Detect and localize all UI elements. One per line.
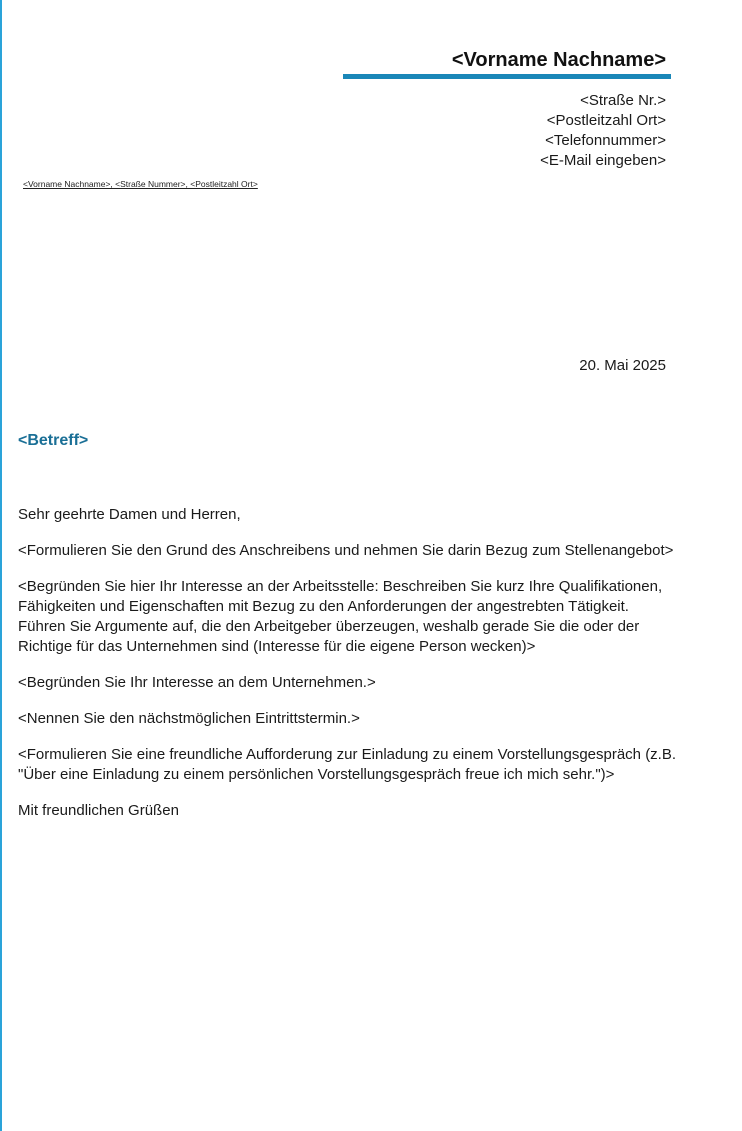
sender-postal-city[interactable]: <Postleitzahl Ort>	[546, 112, 666, 129]
paragraph-qualifications[interactable]: <Begründen Sie hier Ihr Interesse an der Arbeitsstelle: Beschreiben Sie kurz Ihre Qualifikationen, Fähigkeiten und Eigenschaften mit Bezug zu den Anforderungen der angestrebten Tätigkeit. Führen Sie Argumente auf, die den Arbeitgeber überzeugen, weshalb gerade Sie die oder der Richtige für das Unternehmen sind (Interesse für die eigene Person wecken)>	[18, 578, 663, 655]
letter-body	[18, 505, 678, 837]
paragraph-start-date[interactable]: <Nennen Sie den nächstmöglichen Eintrittstermin.>	[18, 710, 360, 727]
left-margin-rule	[0, 0, 2, 1131]
return-address-line[interactable]: <Vorname Nachname>, <Straße Nummer>, <Postleitzahl Ort>	[23, 179, 258, 189]
sender-phone[interactable]: <Telefonnummer>	[545, 132, 666, 149]
paragraph-interview-request[interactable]: <Formulieren Sie eine freundliche Aufforderung zur Einladung zu einem Vorstellungsgespräch (z.B. "Über eine Einladung zu einem persönlichen Vorstellungsgespräch freue ich mich sehr.")>	[18, 746, 677, 783]
sender-name-underline	[343, 74, 671, 79]
subject-line[interactable]: <Betreff>	[18, 432, 89, 449]
closing[interactable]: Mit freundlichen Grüßen	[18, 802, 179, 819]
paragraph-reason[interactable]: <Formulieren Sie den Grund des Anschreibens und nehmen Sie darin Bezug zum Stellenangebot>	[18, 542, 674, 559]
sender-street[interactable]: <Straße Nr.>	[580, 92, 666, 109]
sender-name[interactable]: <Vorname Nachname>	[451, 49, 666, 71]
paragraph-company-interest[interactable]: <Begründen Sie Ihr Interesse an dem Unternehmen.>	[18, 674, 376, 691]
salutation[interactable]: Sehr geehrte Damen und Herren,	[18, 506, 241, 523]
sender-email[interactable]: <E-Mail eingeben>	[540, 152, 666, 169]
sender-address-block	[540, 91, 666, 171]
letter-date[interactable]: 20. Mai 2025	[579, 357, 666, 374]
